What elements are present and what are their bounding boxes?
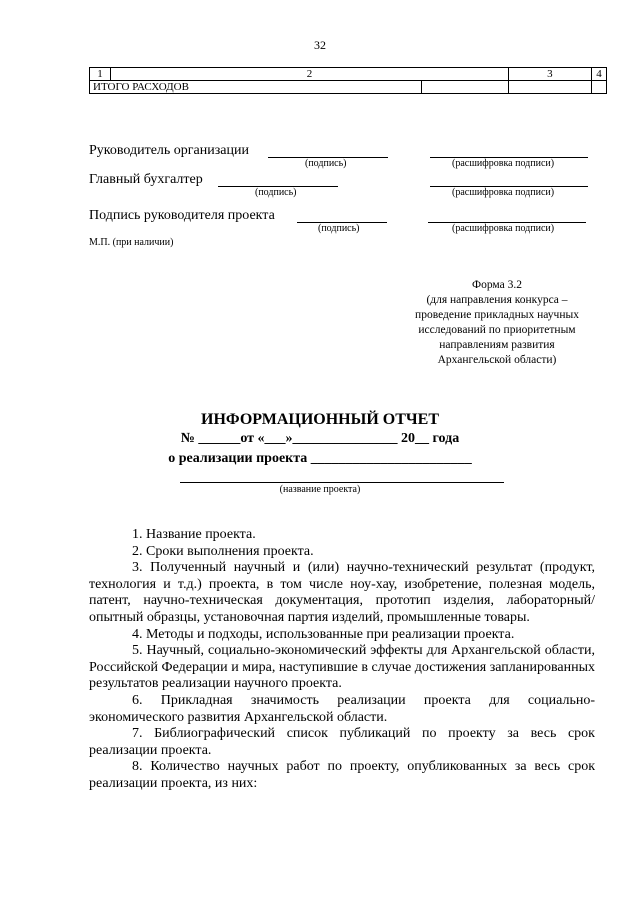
- head-of-organization-label: Руководитель организации: [89, 143, 249, 158]
- form-note-line: Архангельской области): [437, 354, 557, 366]
- table-cell: [508, 81, 591, 94]
- expenses-table: [89, 67, 607, 94]
- report-items: [89, 527, 595, 793]
- table-cell: [591, 81, 606, 94]
- list-item: 4. Методы и подходы, использованные при реализации проекта.: [132, 626, 515, 642]
- stamp-note: М.П. (при наличии): [89, 237, 174, 248]
- project-head-signature-label: Подпись руководителя проекта: [89, 208, 275, 223]
- table-header-cell: 4: [591, 68, 606, 81]
- decoding-caption: (расшифровка подписи): [452, 158, 555, 169]
- form-note-line: исследований по приоритетным: [418, 324, 576, 336]
- list-item: 6. Прикладная значимость реализации проекта для социально-экономического развития Архангельской области.: [89, 692, 595, 725]
- form-note-line: направлениям развития: [439, 339, 555, 351]
- list-item: 1. Название проекта.: [132, 527, 256, 542]
- form-note-line: проведение прикладных научных: [415, 309, 579, 321]
- page-number: 32: [314, 38, 326, 52]
- form-note-line: (для направления конкурса –: [426, 294, 568, 306]
- signature-caption: (подпись): [255, 187, 297, 198]
- form-label: Форма 3.2: [472, 279, 522, 291]
- decoding-caption: (расшифровка подписи): [452, 187, 555, 198]
- list-item: 2. Сроки выполнения проекта.: [132, 543, 314, 559]
- total-row-label: ИТОГО РАСХОДОВ: [90, 81, 422, 94]
- form-note: [392, 278, 602, 368]
- report-title: ИНФОРМАЦИОННЫЙ ОТЧЕТ: [201, 411, 439, 428]
- list-item: 7. Библиографический список публикаций по проекту за весь срок реализации проекта.: [89, 726, 595, 758]
- report-number-date-line: № ______от «___»_______________ 20__ года: [180, 431, 460, 446]
- list-item: 8. Количество научных работ по проекту, опубликованных за весь срок реализации проекта, из них:: [89, 759, 595, 791]
- table-header-cell: 3: [508, 68, 591, 81]
- decoding-caption: (расшифровка подписи): [452, 223, 555, 234]
- list-item: 3. Полученный научный и (или) научно-технический результат (продукт, технология и т.д.) проекта, в том числе ноу-хау, изобретение, полезная модель, патент, научно-техническая документация, прототип изделия, лабораторный/опытный образцы, установочная партия изделий, промышленные товары.: [89, 560, 595, 625]
- table-header-cell: 1: [90, 68, 111, 81]
- table-header-cell: 2: [111, 68, 509, 81]
- table-cell: [421, 81, 508, 94]
- signature-caption: (подпись): [318, 223, 360, 234]
- project-name-rule: [180, 482, 504, 483]
- chief-accountant-label: Главный бухгалтер: [89, 172, 203, 187]
- table-total-row: [90, 81, 607, 94]
- list-item: 5. Научный, социально-экономический эффекты для Архангельской области, Российской Федерации и мира, наступившие в случае достижения запланированных результатов реализации научного проекта.: [89, 643, 595, 692]
- project-name-caption: (название проекта): [279, 484, 361, 495]
- report-project-line: о реализации проекта _______________________: [168, 451, 472, 466]
- signature-caption: (подпись): [305, 158, 347, 169]
- table-header-row: [90, 68, 607, 81]
